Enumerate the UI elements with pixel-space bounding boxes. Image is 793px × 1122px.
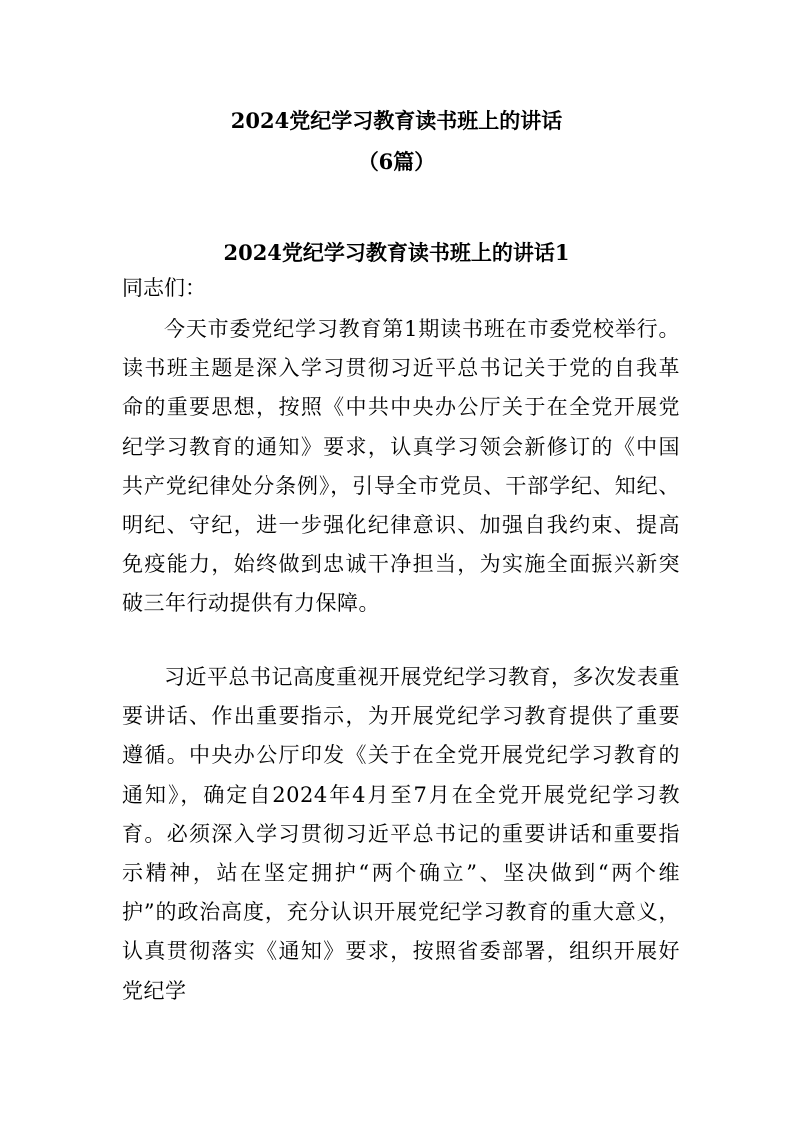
section-title: 2024党纪学习教育读书班上的讲话1 (223, 240, 570, 265)
document-title: 2024党纪学习教育读书班上的讲话 (230, 108, 563, 133)
paragraph-2: 习近平总书记高度重视开展党纪学习教育，多次发表重要讲话、作出重要指示，为开展党纪学习教育提供了重要遵循。中央办公厅印发《关于在全党开展党纪学习教育的通知》，确定自2024年4月至7月在全党开展党纪学习教育。必须深入学习贯彻习近平总书记的重要讲话和重要指示精神，站在坚定拥护“两个确立”、坚决做到“两个维护”的政治高度，充分认识开展党纪学习教育的重大意义，认真贯彻落实《通知》要求，按照省委部署，组织开展好党纪学 (122, 665, 680, 1003)
salutation: 同志们： (122, 276, 206, 300)
document-subtitle: （6篇） (357, 149, 436, 174)
paragraph-1: 今天市委党纪学习教育第1期读书班在市委党校举行。读书班主题是深入学习贯彻习近平总书记关于党的自我革命的重要思想，按照《中共中央办公厅关于在全党开展党纪学习教育的通知》要求，认真学习领会新修订的《中国共产党纪律处分条例》，引导全市党员、干部学纪、知纪、明纪、守纪，进一步强化纪律意识、加强自我约束、提高免疫能力，始终做到忠诚干净担当，为实施全面振兴新突破三年行动提供有力保障。 (122, 317, 680, 616)
